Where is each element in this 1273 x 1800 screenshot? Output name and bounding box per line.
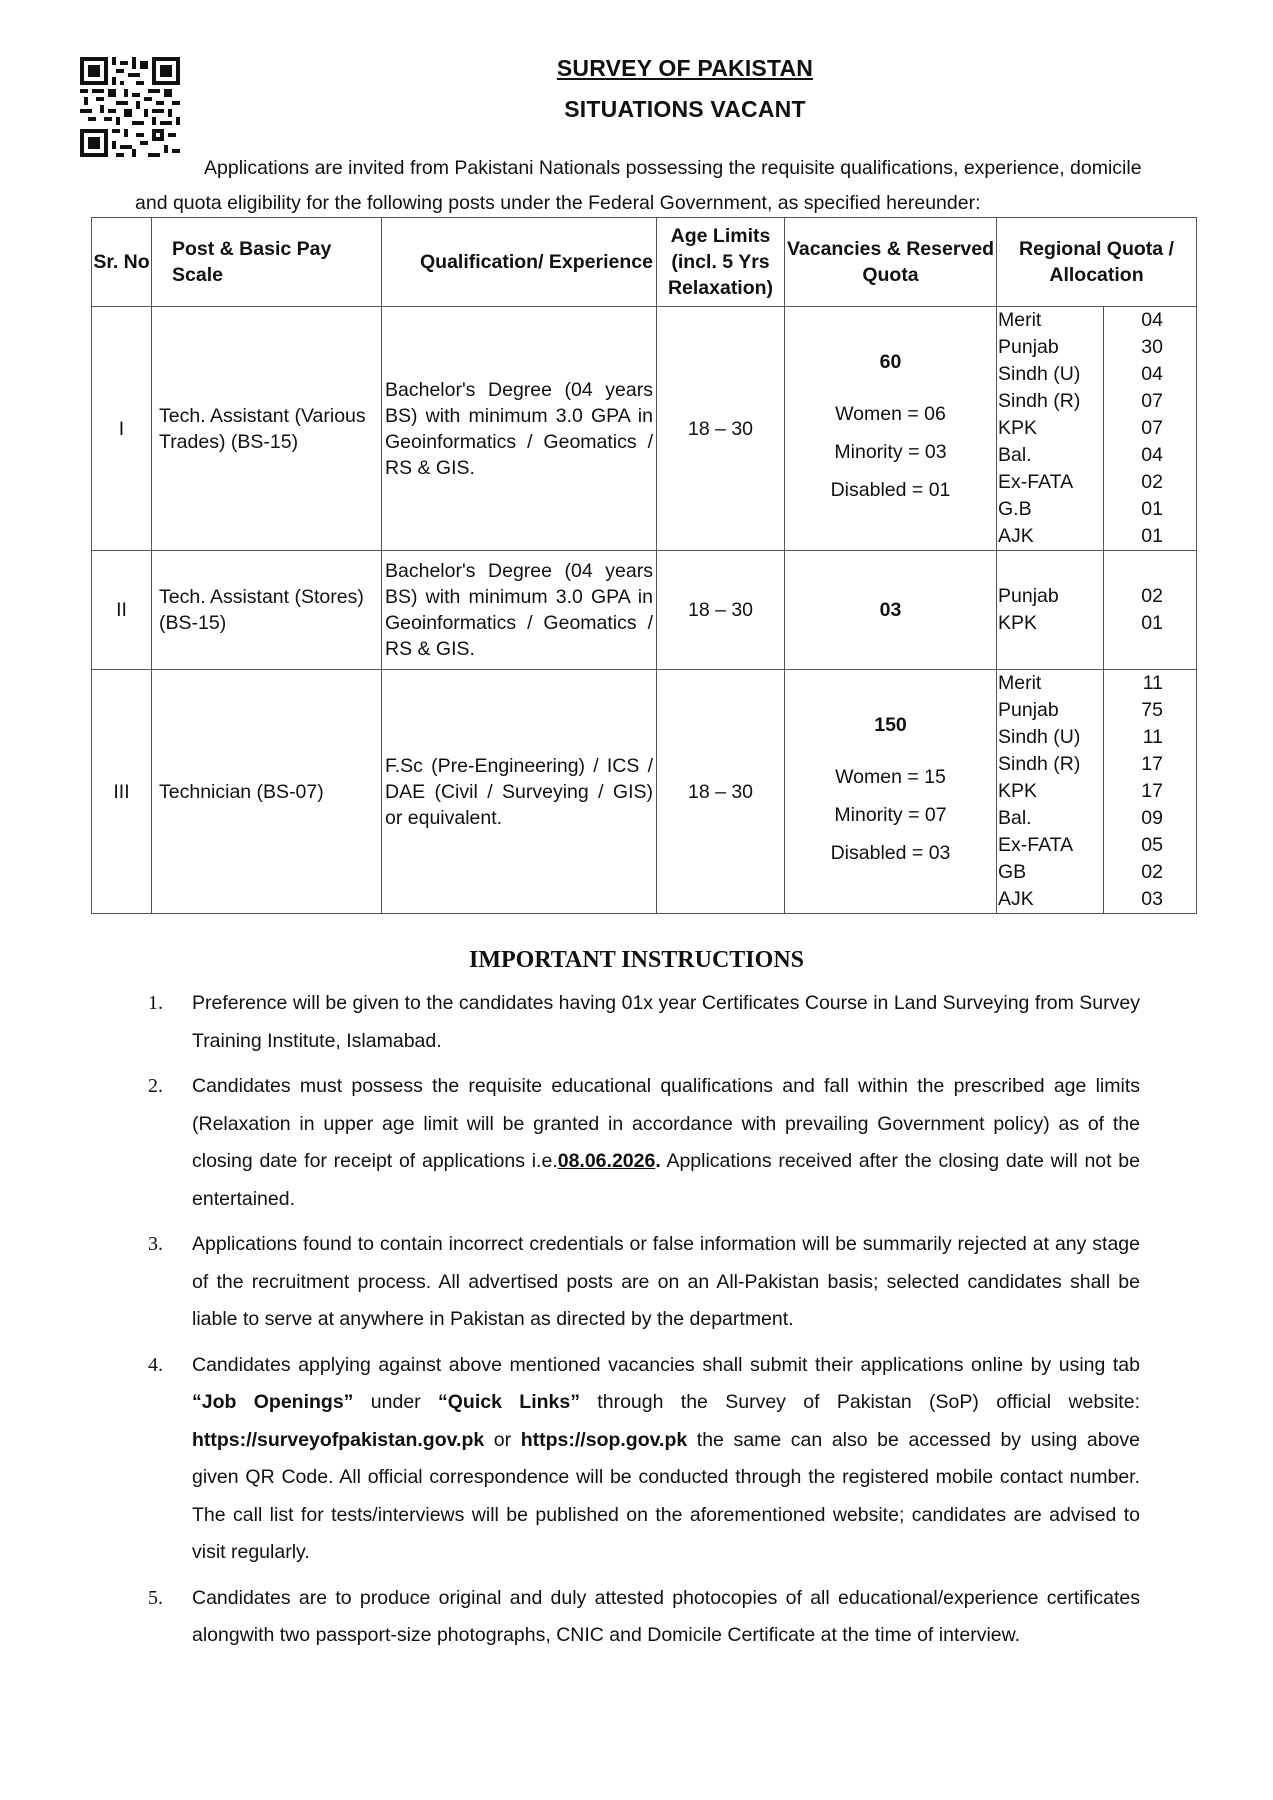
table-row bbox=[92, 551, 1197, 670]
vacancies-table bbox=[91, 217, 1197, 914]
quota-value: 04 bbox=[1141, 363, 1163, 385]
list-item bbox=[140, 1347, 1140, 1572]
quota-region: Punjab bbox=[998, 699, 1059, 721]
item-text: or bbox=[484, 1428, 521, 1451]
item-text: through the Survey of Pakistan (SoP) official website: bbox=[579, 1391, 1140, 1413]
row-qualification: Bachelor's Degree (04 years BS) with minimum 3.0 GPA in Geoinformatics / Geomatics / RS & GIS. bbox=[382, 551, 657, 670]
reserved-minority: Minority = 03 bbox=[834, 440, 947, 463]
page-title: SITUATIONS VACANT bbox=[564, 96, 806, 122]
row-post: Tech. Assistant (Stores) (BS-15) bbox=[152, 551, 382, 670]
header-regional-quota: Regional Quota / Allocation bbox=[997, 218, 1197, 307]
reserved-minority: Minority = 07 bbox=[834, 803, 947, 826]
instructions-list bbox=[140, 985, 1140, 1663]
item-number: 4. bbox=[148, 1353, 163, 1376]
job-openings-tab: “Job Openings” bbox=[192, 1391, 354, 1413]
quota-value: 05 bbox=[1141, 834, 1163, 856]
item-text: Candidates must possess the requisite educational qualifications and fall within the prescribed age limits (Relaxation in upper age limit will be granted in accordance with prevailing Government policy) as of the closing date for receipt of applications i.e. bbox=[192, 1075, 1140, 1172]
row-sr-no: II bbox=[92, 551, 152, 670]
quota-region: AJK bbox=[998, 525, 1034, 547]
row-vacancies bbox=[785, 670, 997, 914]
item-number: 1. bbox=[148, 992, 163, 1014]
list-item bbox=[140, 1068, 1140, 1218]
quota-value: 30 bbox=[1141, 336, 1163, 358]
quota-value: 01 bbox=[1141, 612, 1163, 634]
quota-region: Sindh (R) bbox=[998, 753, 1081, 775]
row-vacancies bbox=[785, 551, 997, 670]
quota-value: 02 bbox=[1141, 861, 1163, 883]
vacancies-total: 03 bbox=[879, 599, 902, 621]
item-text: Candidates are to produce original and duly attested photocopies of all educational/experience certificates alongwith two passport-size photographs, CNIC and Domicile Certificate at the time of interview. bbox=[192, 1586, 1140, 1646]
quota-region: Bal. bbox=[998, 444, 1032, 466]
row-sr-no: I bbox=[92, 307, 152, 551]
quota-region: Merit bbox=[998, 672, 1042, 694]
reserved-disabled: Disabled = 03 bbox=[830, 841, 951, 864]
closing-date: 08.06.2026 bbox=[557, 1150, 656, 1172]
quota-value: 75 bbox=[1141, 699, 1163, 721]
quota-region: KPK bbox=[998, 417, 1038, 439]
quota-region: Sindh (R) bbox=[998, 390, 1081, 412]
quota-value: 01 bbox=[1141, 525, 1163, 547]
quota-region: KPK bbox=[998, 612, 1038, 634]
header-vacancies: Vacancies & Reserved Quota bbox=[785, 218, 997, 307]
item-text: Preference will be given to the candidates having 01x year Certificates Course in Land Surveying from Survey Training Institute, Islamabad. bbox=[192, 992, 1140, 1052]
quota-region: Sindh (U) bbox=[998, 363, 1081, 385]
row-post: Technician (BS-07) bbox=[152, 670, 382, 914]
header-post: Post & Basic Pay Scale bbox=[152, 218, 382, 307]
qr-code bbox=[80, 57, 180, 157]
quota-values bbox=[1104, 670, 1197, 914]
row-age-limits: 18 – 30 bbox=[657, 670, 785, 914]
quick-links-label: “Quick Links” bbox=[438, 1391, 580, 1413]
quota-regions bbox=[997, 670, 1104, 914]
item-number: 3. bbox=[148, 1233, 163, 1255]
quota-value: 11 bbox=[1142, 726, 1163, 748]
instructions-title: IMPORTANT INSTRUCTIONS bbox=[469, 947, 804, 973]
quota-value: 09 bbox=[1141, 807, 1163, 829]
header-age-limits: Age Limits (incl. 5 Yrs Relaxation) bbox=[657, 218, 785, 307]
reserved-women: Women = 06 bbox=[835, 402, 946, 425]
quota-value: 11 bbox=[1142, 672, 1163, 694]
item-text-continued: Applications received after the closing date will not be entertained. bbox=[192, 1150, 1140, 1210]
header-qualification: Qualification/ Experience bbox=[382, 218, 657, 307]
quota-value: 02 bbox=[1141, 471, 1163, 493]
quota-value: 17 bbox=[1141, 753, 1163, 775]
quota-regions bbox=[997, 551, 1104, 670]
quota-value: 02 bbox=[1141, 585, 1163, 607]
table-row bbox=[92, 307, 1197, 551]
quota-region: Ex-FATA bbox=[998, 834, 1074, 856]
quota-region: GB bbox=[998, 861, 1027, 883]
vacancies-total: 150 bbox=[874, 713, 907, 736]
reserved-disabled: Disabled = 01 bbox=[830, 478, 951, 501]
item-text: the same can also be accessed by using above given QR Code. All official correspondence will be conducted through the registered mobile contact number. The call list for tests/interviews will be published on the aforementioned website; candidates are advised to visit regularly. bbox=[192, 1428, 1140, 1563]
item-number: 5. bbox=[148, 1586, 163, 1609]
quota-values bbox=[1104, 551, 1197, 670]
quota-value: 01 bbox=[1141, 498, 1163, 520]
quota-region: Merit bbox=[998, 309, 1042, 331]
quota-region: AJK bbox=[998, 888, 1034, 910]
table-row bbox=[92, 670, 1197, 914]
quota-value: 03 bbox=[1141, 888, 1163, 910]
quota-value: 07 bbox=[1141, 417, 1163, 439]
quota-region: KPK bbox=[998, 780, 1038, 802]
vacancies-total: 60 bbox=[879, 350, 902, 373]
quota-regions bbox=[997, 307, 1104, 551]
row-sr-no: III bbox=[92, 670, 152, 914]
quota-region: Punjab bbox=[998, 336, 1059, 358]
quota-value: 04 bbox=[1141, 444, 1163, 466]
quota-region: Punjab bbox=[998, 585, 1059, 607]
row-age-limits: 18 – 30 bbox=[657, 307, 785, 551]
item-text: Candidates applying against above mentioned vacancies shall submit their applications online by using tab bbox=[192, 1353, 1140, 1376]
row-vacancies bbox=[785, 307, 997, 551]
quota-region: Bal. bbox=[998, 807, 1032, 829]
intro-paragraph: Applications are invited from Pakistani Nationals possessing the requisite qualifications, experience, domicile and quota eligibility for the following posts under the Federal Government, as specified hereunder: bbox=[135, 157, 1142, 214]
item-text: under bbox=[353, 1391, 438, 1413]
quota-region: G.B bbox=[998, 498, 1032, 520]
quota-value: 07 bbox=[1141, 390, 1163, 412]
quota-value: 04 bbox=[1141, 309, 1163, 331]
row-qualification: Bachelor's Degree (04 years BS) with minimum 3.0 GPA in Geoinformatics / Geomatics / RS & GIS. bbox=[382, 307, 657, 551]
list-item bbox=[140, 1226, 1140, 1339]
list-item bbox=[140, 985, 1140, 1060]
website-link-primary[interactable]: https://surveyofpakistan.gov.pk bbox=[192, 1428, 485, 1451]
table-header-row bbox=[92, 218, 1197, 307]
row-qualification: F.Sc (Pre-Engineering) / ICS / DAE (Civil / Surveying / GIS) or equivalent. bbox=[382, 670, 657, 914]
quota-region: Sindh (U) bbox=[998, 726, 1081, 748]
organization-name: SURVEY OF PAKISTAN bbox=[556, 55, 814, 81]
header-sr-no: Sr. No bbox=[92, 218, 152, 307]
row-age-limits: 18 – 30 bbox=[657, 551, 785, 670]
quota-value: 17 bbox=[1141, 780, 1163, 802]
reserved-women: Women = 15 bbox=[835, 765, 946, 788]
item-number: 2. bbox=[148, 1075, 163, 1097]
closing-date-dot: . bbox=[655, 1150, 661, 1172]
website-link-secondary[interactable]: https://sop.gov.pk bbox=[520, 1428, 688, 1451]
quota-values bbox=[1104, 307, 1197, 551]
list-item bbox=[140, 1580, 1140, 1655]
row-post: Tech. Assistant (Various Trades) (BS-15) bbox=[152, 307, 382, 551]
quota-region: Ex-FATA bbox=[998, 471, 1074, 493]
item-text: Applications found to contain incorrect credentials or false information will be summarily rejected at any stage of the recruitment process. All advertised posts are on an All-Pakistan basis; selected candidates shall be liable to serve at anywhere in Pakistan as directed by the department. bbox=[192, 1233, 1140, 1330]
